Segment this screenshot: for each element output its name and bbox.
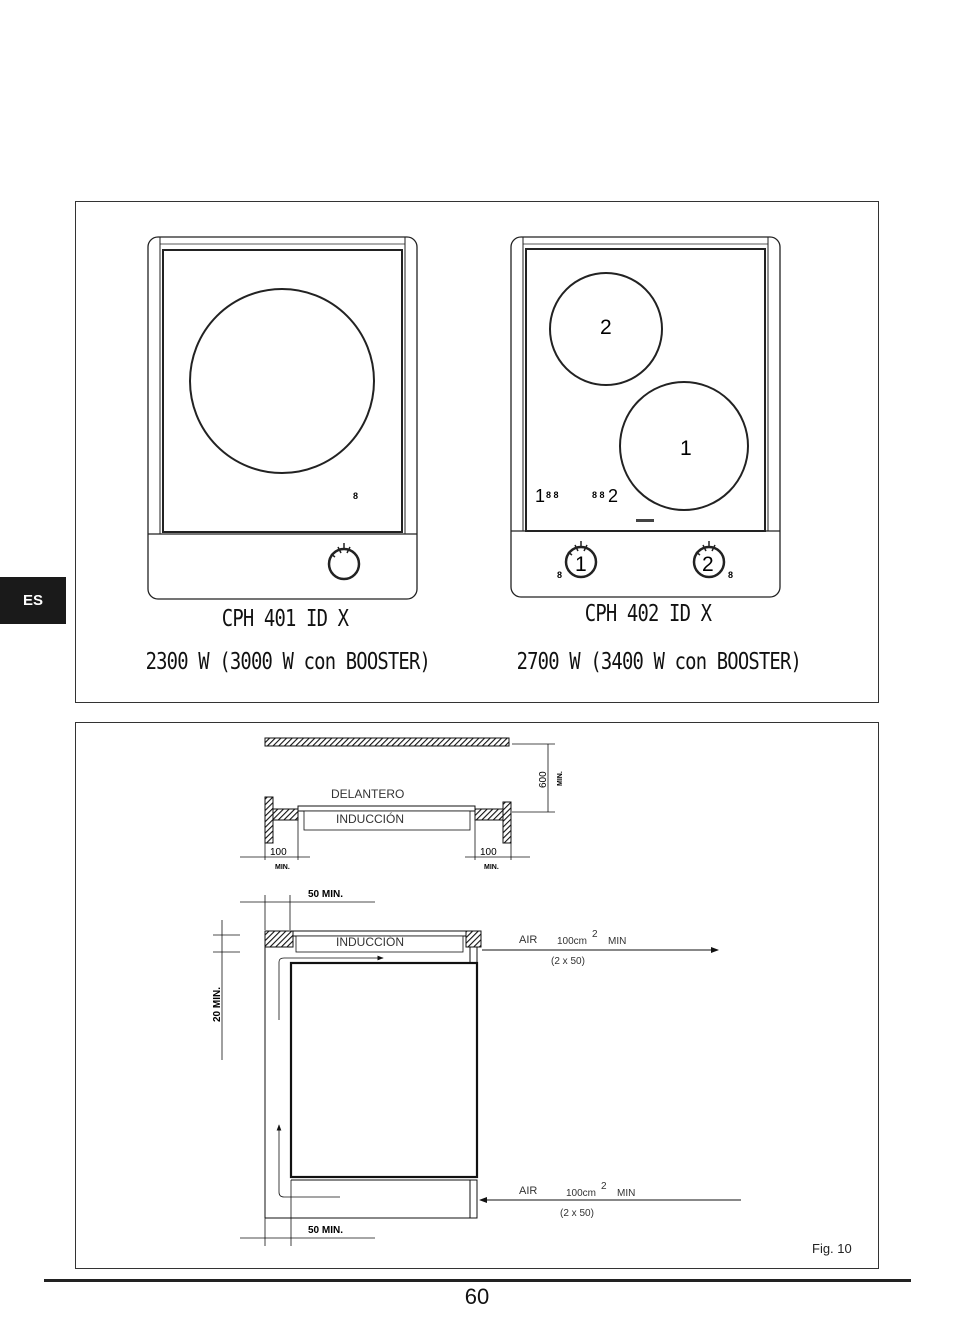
dim-20-min: 20 MIN.	[212, 986, 223, 1022]
front-label: DELANTERO	[331, 787, 405, 801]
induction-label-top: INDUCCIÓN	[336, 812, 404, 826]
svg-text:8 8: 8 8	[592, 490, 605, 500]
air-min-top: MIN	[608, 936, 627, 947]
display-right-number: 2	[608, 486, 619, 506]
svg-text:8: 8	[353, 491, 359, 501]
svg-text:8: 8	[557, 570, 563, 580]
induction-label-side: INDUCCIÓN	[336, 935, 404, 949]
dim-100-right-min: MIN.	[484, 864, 499, 871]
language-code: ES	[22, 592, 43, 609]
upper-wall-cabinet	[265, 738, 509, 746]
dim-100-right: 100	[480, 847, 497, 858]
knob-left-number: 1	[575, 553, 587, 576]
dim-600-min: MIN.	[557, 771, 564, 786]
air-exp-bottom: 2	[601, 1181, 607, 1192]
footer-divider	[44, 1279, 911, 1282]
zone-1-label: 1	[680, 437, 692, 460]
dim-50-min-top: 50 MIN.	[308, 889, 344, 900]
air-value-bottom: 100cm	[566, 1188, 597, 1199]
svg-text:8: 8	[728, 570, 734, 580]
dim-600: 600	[538, 771, 549, 788]
air-label-top: AIR	[519, 934, 538, 946]
figure-label: Fig. 10	[812, 1241, 852, 1256]
air-sub-top: (2 x 50)	[551, 956, 585, 967]
display-left-number: 1	[535, 486, 546, 506]
model-name-left: CPH 401 ID X	[221, 606, 349, 632]
knob-right-number: 2	[702, 553, 714, 576]
air-sub-bottom: (2 x 50)	[560, 1208, 594, 1219]
induction-hob-top	[298, 806, 475, 811]
air-min-bottom: MIN	[617, 1188, 636, 1199]
page-number: 60	[464, 1284, 490, 1309]
air-value-top: 100cm	[557, 936, 588, 947]
power-rating-left: 2300 W (3000 W con BOOSTER)	[145, 649, 431, 675]
air-exp-top: 2	[592, 929, 598, 940]
cabinet-box	[291, 963, 477, 1177]
air-label-bottom: AIR	[519, 1185, 538, 1197]
dim-100-left: 100	[270, 847, 287, 858]
zone-2-label: 2	[600, 316, 612, 339]
svg-text:8 8: 8 8	[546, 490, 559, 500]
model-name-right: CPH 402 ID X	[584, 601, 712, 627]
dim-50-min-bottom: 50 MIN.	[308, 1225, 344, 1236]
power-rating-right: 2700 W (3400 W con BOOSTER)	[516, 649, 802, 675]
dim-100-left-min: MIN.	[275, 864, 290, 871]
